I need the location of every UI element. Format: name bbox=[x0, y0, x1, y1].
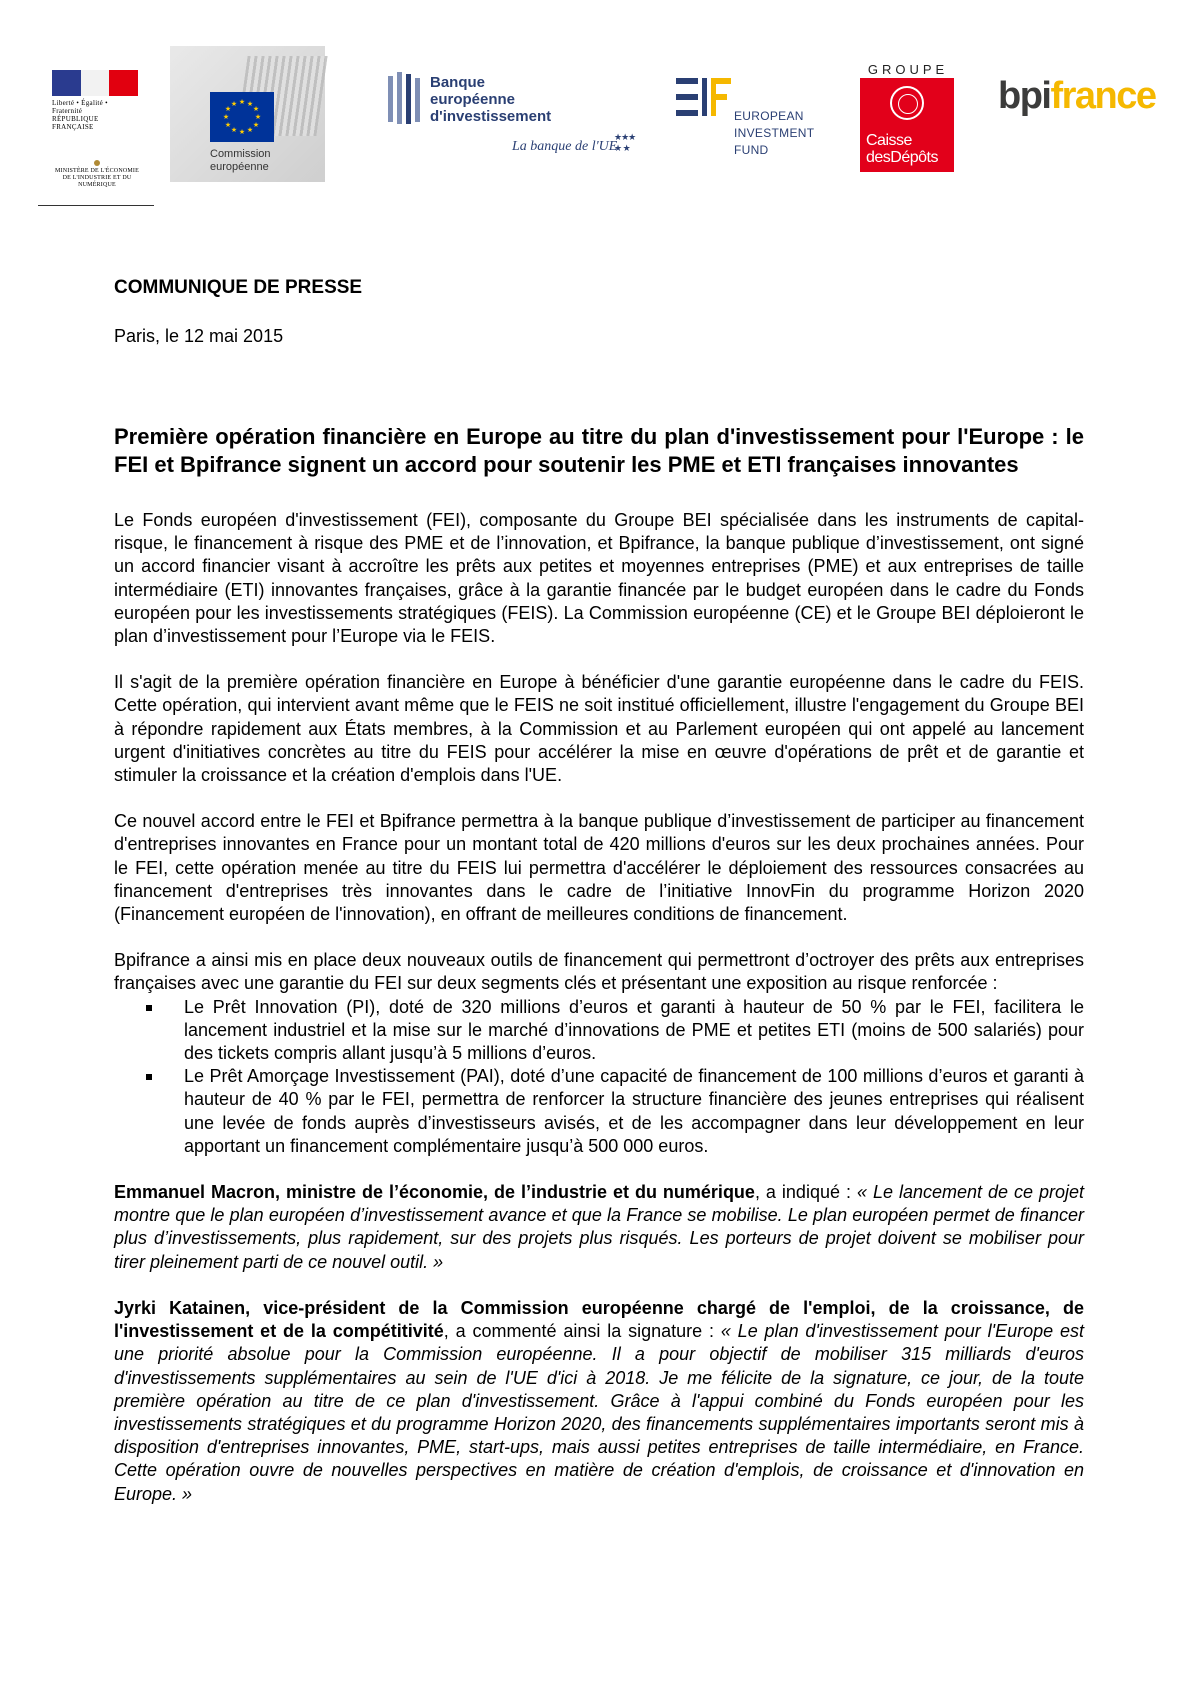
ministere-emblem-icon bbox=[94, 160, 100, 166]
ministere-line2: DE L'INDUSTRIE ET DU NUMÉRIQUE bbox=[62, 175, 132, 188]
quote-text: « Le lancement de ce projet montre que le plan européen d’investissement avance et que la France se mobilise. Le plan européen permet de financer plus d’investissements, plus rapidement, sur des projets plus risqués. Les porteurs de projet doivent se mobiliser pour tirer pleinement parti de ce nouvel outil. » bbox=[114, 1182, 1084, 1272]
bei-line3: d'investissement bbox=[430, 108, 552, 125]
eu-flag-icon bbox=[210, 92, 274, 142]
svg-text:★: ★ bbox=[238, 128, 246, 136]
paragraph-3: Ce nouvel accord entre le FEI et Bpifrance permettra à la banque publique d’investissement de participer au financement d'entreprises innovantes en France pour un montant total de 420 millions d'euros sur les deux prochaines années. Pour le FEI, cette opération menée au titre du FEIS lui permettra d'accélérer le déploiement des ressources consacrées au financement d'entreprises très innovantes dans le cadre de l’initiative InnovFin du programme Horizon 2020 (Financement européen de l'innovation), en offrant de meilleures conditions de financement. bbox=[114, 811, 1084, 925]
eu-stars-icon bbox=[210, 92, 274, 142]
eif-line2: INVESTMENT bbox=[734, 126, 815, 140]
republique-name: RÉPUBLIQUE FRANÇAISE bbox=[52, 115, 99, 131]
bullet-item: Le Prêt Amorçage Investissement (PAI), doté d’une capacité de financement de 100 millions d’euros et garanti à hauteur de 40 % par le FEI, permettra de renforcer la structure financière des jeunes entreprises qui réalisent une levée de fonds auprès d’investisseurs avisés, et de les accompagner dans leur développement en leur apportant un financement complémentaire jusqu’à 500 000 euros. bbox=[184, 1065, 1084, 1158]
quote-speaker: Jyrki Katainen, vice-président de la Commission européenne chargé de l'emploi, de la croissance, de l'investissement et de la compétitivité bbox=[114, 1297, 1084, 1342]
bpi-part2: france bbox=[1050, 75, 1156, 117]
bpifrance-logo bbox=[998, 74, 1156, 118]
commission-line2: européenne bbox=[210, 161, 269, 173]
eif-line3: FUND bbox=[734, 143, 769, 157]
doc-title: Première opération financière en Europe au titre du plan d'investissement pour l'Europe : le FEI et Bpifrance signent un accord pour soutenir les PME et ETI françaises innovantes bbox=[114, 424, 1084, 477]
paragraph-1: Le Fonds européen d'investissement (FEI), composante du Groupe BEI spécialisée dans les instruments de capital-risque, le financement à risque des PME et de l’innovation, et Bpifrance, la banque publique d’investissement, ont signé un accord financier visant à accroître les prêts aux petites et moyennes entreprises (PME) et aux entreprises de taille intermédiaire (ETI) innovantes françaises, grâce à la garantie financée par le budget européen dans le cadre du Fonds européen pour les investissements stratégiques (FEIS). La Commission européenne (CE) et le Groupe BEI déploieront le plan d’investissement pour l’Europe via le FEIS. bbox=[114, 510, 1084, 647]
commission-line1: Commission bbox=[210, 148, 271, 160]
bei-bars-icon bbox=[388, 72, 428, 130]
doc-date: Paris, le 12 mai 2015 bbox=[114, 326, 284, 346]
svg-text:★: ★ bbox=[230, 100, 238, 108]
bei-tagline: La banque de l'UE bbox=[512, 139, 618, 154]
quote-speaker: Emmanuel Macron, ministre de l’économie, de l’industrie et du numérique bbox=[114, 1182, 755, 1203]
svg-text:★: ★ bbox=[222, 113, 230, 121]
quote-macron bbox=[114, 1181, 1084, 1274]
quote-verb: , a indiqué : bbox=[754, 1182, 857, 1203]
cdc-line2: desDépôts bbox=[866, 149, 938, 166]
bei-logo bbox=[388, 72, 648, 172]
svg-text:★: ★ bbox=[238, 98, 246, 106]
ministere-logo bbox=[44, 160, 150, 189]
svg-text:★: ★ bbox=[254, 113, 262, 121]
eif-line1: EUROPEAN bbox=[734, 109, 804, 123]
paragraph-4: Bpifrance a ainsi mis en place deux nouveaux outils de financement qui permettront d’octroyer des prêts aux entreprises françaises avec une garantie du FEI sur deux segments clés et présentant une exposition au risque renforcée : bbox=[114, 950, 1084, 994]
bullet-item: Le Prêt Innovation (PI), doté de 320 millions d’euros et garanti à hauteur de 50 % par le FEI, facilitera le lancement industriel et la mise sur le marché d’innovations de PME et petites ETI (moins de 500 salariés) pour des tickets compris allant jusqu’à 5 millions d’euros. bbox=[184, 996, 1084, 1066]
svg-text:★: ★ bbox=[224, 121, 232, 129]
republique-francaise-logo bbox=[52, 70, 138, 131]
quote-katainen bbox=[114, 1297, 1084, 1506]
bei-stars-icon: ★★★ ★ ★ bbox=[614, 132, 636, 153]
republique-motto: Liberté • Égalité • Fraternité bbox=[52, 99, 108, 115]
eif-mark-icon bbox=[676, 72, 732, 134]
svg-text:★: ★ bbox=[230, 126, 238, 134]
logo-divider bbox=[38, 205, 154, 206]
logo-bar bbox=[0, 0, 1190, 200]
ministere-line1: MINISTÈRE DE L'ÉCONOMIE bbox=[54, 168, 139, 174]
quote-text: « Le plan d'investissement pour l'Europe est une priorité absolue pour la Commission européenne. Il a pour objectif de mobiliser 315 milliards d'euros d'investissements supplémentaires au sein de l'UE d'ici à 2018. Je me félicite de la signature, ce jour, de la toute première opération au titre de ce plan d'investissement. Grâce à l'appui combiné du Fonds européen pour les investissements stratégiques et du programme Horizon 2020, des financements supplémentaires importants seront mis à disposition d'entreprises innovantes, PME, start-ups, mais aussi petites entreprises de taille intermédiaire, en France. Cette opération ouvre de nouvelles perspectives en matière de création d'emplois, de croissance et d'innovation en Europe. » bbox=[114, 1321, 1084, 1504]
cdc-seal-icon bbox=[890, 86, 924, 120]
svg-text:★: ★ bbox=[224, 105, 232, 113]
bullet-list bbox=[114, 996, 1084, 1158]
french-flag-icon bbox=[52, 70, 138, 96]
commission-europeenne-logo bbox=[170, 46, 325, 182]
svg-text:★: ★ bbox=[246, 100, 254, 108]
press-release bbox=[114, 276, 1084, 1506]
cdc-line1: Caisse bbox=[866, 132, 912, 149]
svg-text:★: ★ bbox=[252, 105, 260, 113]
cdc-groupe: GROUPE bbox=[867, 62, 949, 77]
eif-logo bbox=[676, 72, 846, 164]
bei-line1: Banque bbox=[430, 74, 486, 91]
svg-text:★: ★ bbox=[252, 121, 260, 129]
paragraph-2: Il s'agit de la première opération financière en Europe à bénéficier d'une garantie européenne dans le cadre du FEIS. Cette opération, qui intervient avant même que le FEIS ne soit institué officiellement, illustre l'engagement du Groupe BEI à répondre rapidement aux États membres, à la Commission et au Parlement européen qui ont appelé au lancement urgent d'initiatives concrètes au titre du FEIS pour accélérer la mise en œuvre d'opérations de prêt et de garantie et stimuler la croissance et la création d'emplois dans l'UE. bbox=[114, 672, 1084, 786]
doc-heading: COMMUNIQUE DE PRESSE bbox=[114, 277, 363, 298]
bpi-part1: bpi bbox=[998, 75, 1051, 117]
quote-verb: , a commenté ainsi la signature : bbox=[443, 1321, 721, 1342]
caisse-des-depots-logo bbox=[860, 62, 956, 174]
bei-line2: européenne bbox=[430, 91, 516, 108]
svg-text:★: ★ bbox=[246, 126, 254, 134]
